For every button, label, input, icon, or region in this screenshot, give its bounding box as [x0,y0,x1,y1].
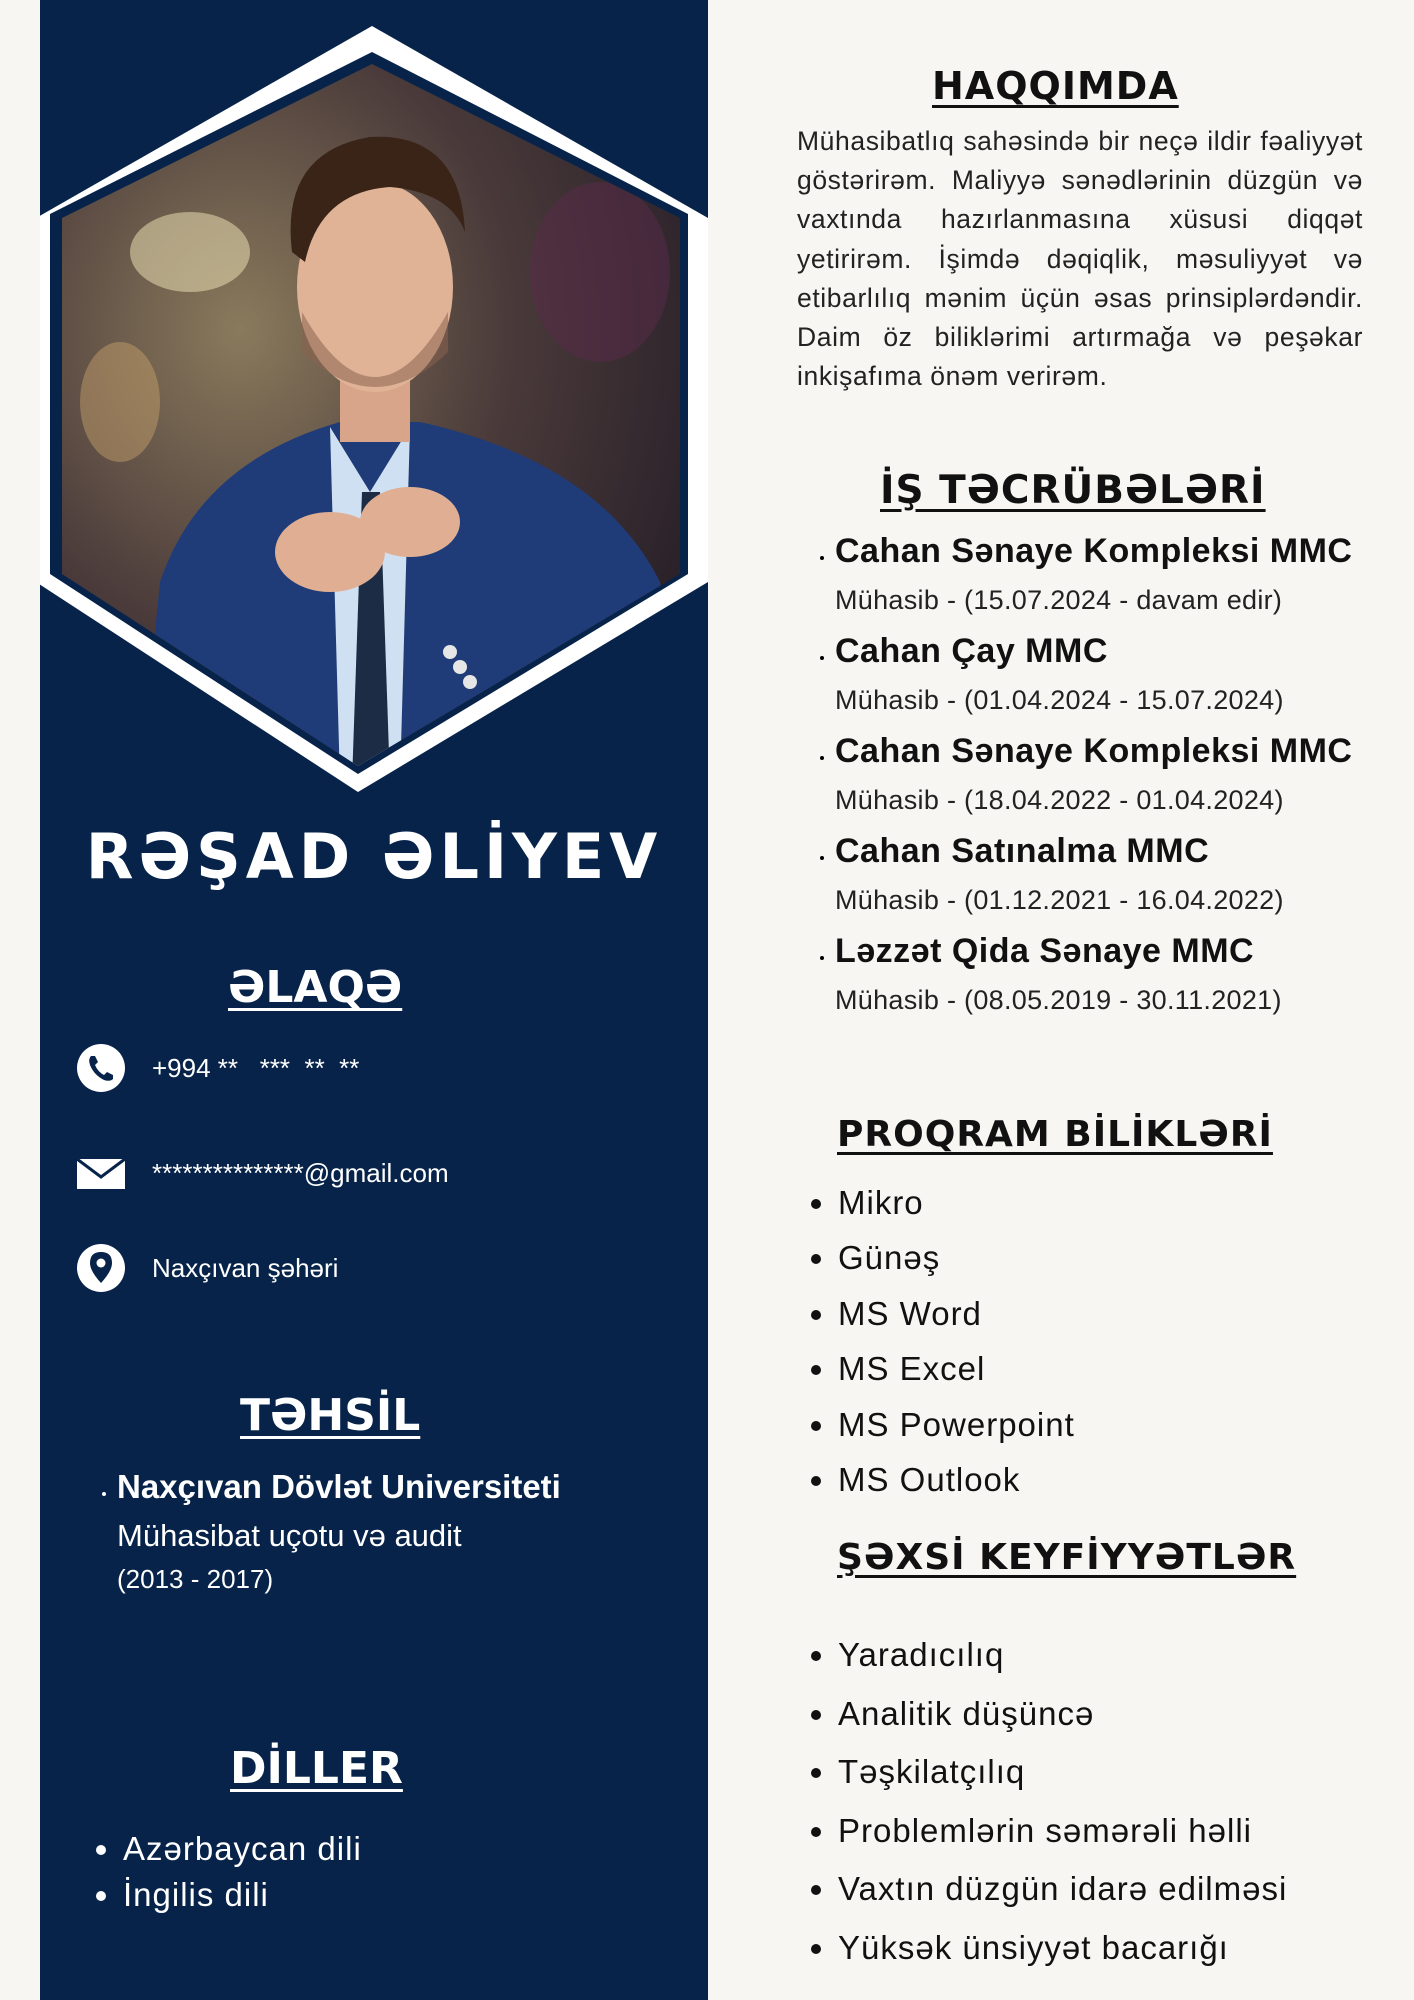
experience-list [797,532,1414,1032]
contact-phone[interactable] [76,1043,359,1093]
experience-item [835,632,1414,716]
qualities-list [800,1626,1287,1978]
experience-item [835,732,1414,816]
experience-role: Mühasib - (01.12.2021 - 16.04.2022) [835,885,1284,915]
experience-item [835,932,1414,1016]
software-item: • MS Outlook [838,1452,1075,1507]
quality-item: • Problemlərin səmərəli həlli [838,1802,1287,1861]
experience-role: Mühasib - (18.04.2022 - 01.04.2024) [835,785,1284,815]
quality-item: • Yüksək ünsiyyət bacarığı [838,1919,1287,1978]
phone-text: +994 ** *** ** ** [152,1052,360,1083]
experience-role: Mühasib - (08.05.2019 - 30.11.2021) [835,985,1282,1015]
quality-item: • Vaxtın düzgün idarə edilməsi [838,1860,1287,1919]
mail-icon [76,1148,126,1198]
experience-company: • Cahan Sənaye Kompleksi MMC [835,532,1353,570]
software-item: • Günəş [838,1230,1075,1285]
qualities-heading: ŞƏXSİ KEYFİYYƏTLƏR [837,1537,1297,1578]
education-heading: TƏHSİL [240,1390,421,1441]
language-item: • Azərbaycan dili [123,1826,362,1872]
software-item: • MS Excel [838,1341,1075,1396]
education-item [117,1468,561,1595]
profile-name: RƏŞAD ƏLİYEV [85,820,663,893]
education-years: (2013 - 2017) [117,1564,274,1594]
language-item: • İngilis dili [123,1872,362,1918]
experience-item [835,532,1414,616]
education-list [83,1468,561,1595]
profile-photo [40,22,708,792]
location-text: Naxçıvan şəhəri [152,1252,339,1283]
contact-location [76,1243,338,1293]
experience-heading: İŞ TƏCRÜBƏLƏRİ [880,468,1266,513]
email-text: ***************@gmail.com [152,1157,449,1188]
about-text: Mühasibatlıq sahəsində bir neçə ildir fəaliyyət göstərirəm. Maliyyə sənədlərinin düzgün və vaxtında hazırlanmasına xüsusi diqqət yetirirəm. İşimdə dəqiqlik, məsuliyyət və etibarlılıq mənim üçün əsas prinsiplərdəndir. Daim öz biliklərimi artırmağa və peşəkar inkişafıma önəm verirəm. [797,126,1363,392]
about-heading: HAQQIMDA [932,64,1179,108]
education-field: Mühasibat uçotu və audit [117,1518,462,1553]
software-heading: PROQRAM BİLİKLƏRİ [837,1114,1273,1155]
contact-heading: ƏLAQƏ [228,962,403,1013]
experience-company: • Ləzzət Qida Sənaye MMC [835,932,1255,970]
quality-item: • Analitik düşüncə [838,1685,1287,1744]
experience-company: • Cahan Satınalma MMC [835,832,1210,870]
quality-item: • Yaradıcılıq [838,1626,1287,1685]
software-list [800,1175,1075,1507]
experience-role: Mühasib - (01.04.2024 - 15.07.2024) [835,685,1284,715]
education-school: • Naxçıvan Dövlət Universiteti [117,1468,561,1505]
software-item: • Mikro [838,1175,1075,1230]
quality-item: • Təşkilatçılıq [838,1743,1287,1802]
software-item: • MS Powerpoint [838,1397,1075,1452]
experience-company: • Cahan Sənaye Kompleksi MMC [835,732,1353,770]
experience-item [835,832,1414,916]
experience-role: Mühasib - (15.07.2024 - davam edir) [835,585,1283,615]
languages-heading: DİLLER [230,1743,403,1794]
phone-icon [76,1043,126,1093]
languages-list [89,1826,362,1918]
software-item: • MS Word [838,1286,1075,1341]
experience-company: • Cahan Çay MMC [835,632,1108,670]
location-pin-icon [76,1243,126,1293]
contact-email[interactable] [76,1148,449,1198]
